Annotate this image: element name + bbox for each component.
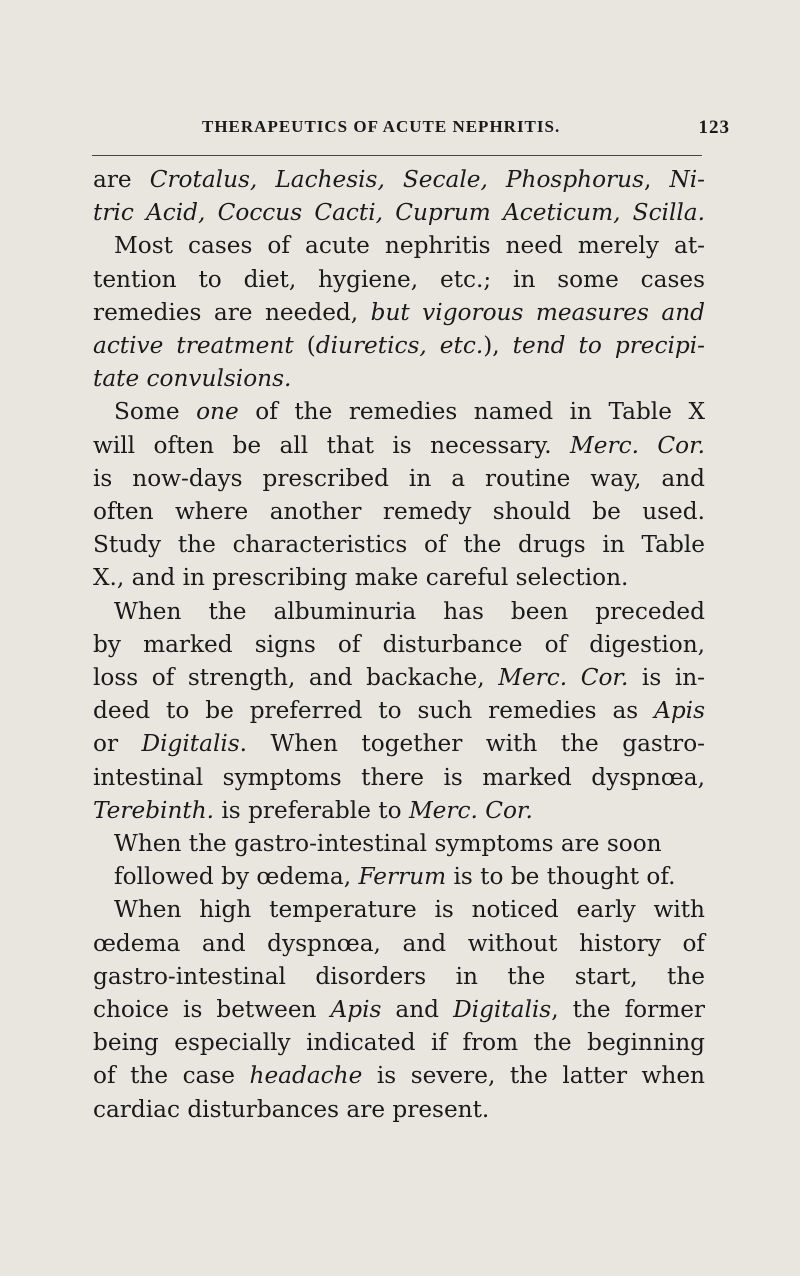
text-run: deed to be preferred to such remedies as [93, 697, 655, 725]
text-line [93, 229, 705, 262]
text-line [93, 727, 705, 760]
text-line [93, 927, 705, 960]
text-run: choice is between [93, 996, 331, 1024]
italic-text: Digitalis [453, 996, 552, 1024]
text-line [93, 1093, 705, 1126]
text-run: often where another remedy should be used. [93, 498, 705, 526]
text-line [93, 163, 705, 196]
text-run: remedies are needed, [93, 298, 371, 326]
text-run: Some [114, 398, 197, 426]
text-line [93, 794, 705, 827]
text-line [93, 395, 705, 428]
italic-text: Merc. Cor. [570, 431, 705, 459]
text-run: When the albuminuria has been preceded [114, 597, 705, 625]
italic-text: tend to precipi- [512, 332, 705, 360]
text-run: , [643, 166, 670, 193]
text-run: followed by œdema, [114, 863, 359, 891]
text-run: Study the characteristics of the drugs in Table [93, 531, 705, 559]
italic-text: Ferrum [358, 863, 447, 891]
text-line [93, 462, 705, 495]
text-line [93, 561, 705, 594]
text-line [93, 595, 705, 628]
text-line [93, 893, 705, 926]
header-rule [92, 155, 702, 156]
running-header [90, 117, 730, 141]
text-run: being especially indicated if from the beginning [93, 1029, 705, 1057]
italic-text: Apis [330, 996, 382, 1024]
italic-text: Merc. Cor. [498, 664, 629, 692]
text-run: tention to diet, hygiene, etc.; in some cases [93, 265, 705, 293]
italic-text: but vigorous measures and [370, 298, 705, 326]
text-run: . When together with the gastro- [239, 730, 705, 758]
italic-text: Digitalis [141, 730, 240, 758]
text-run: is now-days prescribed in a routine way, and [93, 464, 705, 492]
text-line [93, 694, 705, 727]
italic-text: tric Acid, Coccus Cacti, Cuprum Aceticum, Scilla. [93, 199, 705, 227]
text-line [93, 628, 705, 661]
text-run: X., and in prescribing make careful selection. [93, 564, 629, 592]
italic-text: Terebinth. [93, 796, 215, 824]
italic-text: one [196, 398, 239, 426]
text-run: or [93, 730, 142, 758]
body-text [93, 163, 705, 1126]
text-line [93, 429, 705, 462]
italic-text: headache [249, 1062, 363, 1090]
text-line [93, 495, 705, 528]
page-number: 123 [698, 117, 730, 138]
text-run: is to be thought of. [446, 863, 676, 891]
text-line [93, 196, 705, 229]
text-run: is preferable to [214, 796, 409, 824]
text-line [93, 1026, 705, 1059]
text-run: Most cases of acute nephritis need merely at- [114, 232, 705, 260]
text-line [93, 761, 705, 794]
text-line [93, 296, 705, 329]
text-run: intestinal symptoms there is marked dyspnœa, [93, 763, 705, 791]
text-run: gastro-intestinal disorders in the start, the [93, 962, 705, 990]
text-run: When the gastro-intestinal symptoms are soon [114, 830, 662, 858]
text-line [93, 528, 705, 561]
text-line [93, 661, 705, 694]
text-run: is severe, the latter when [362, 1062, 705, 1090]
text-run: are [93, 166, 150, 193]
text-run: When high temperature is noticed early with [114, 896, 705, 924]
text-run: and [381, 996, 454, 1024]
italic-text: Crotalus, Lachesis, Secale, Phosphorus [149, 166, 644, 193]
text-line [93, 362, 705, 395]
italic-text: Apis [654, 697, 705, 725]
italic-text: active treatment [93, 332, 307, 360]
text-run: of the remedies named in Table X [238, 398, 705, 426]
text-run: cardiac disturbances are present. [93, 1095, 490, 1123]
header-title: THERAPEUTICS OF ACUTE NEPHRITIS. [202, 117, 561, 136]
text-run: œdema and dyspnœa, and without history of [93, 929, 705, 957]
italic-text: Merc. Cor. [408, 796, 533, 824]
text-run: is in- [628, 664, 705, 692]
text-run: , the former [551, 996, 706, 1024]
text-run: of the case [93, 1062, 250, 1090]
text-line [93, 1059, 705, 1092]
text-line [93, 263, 705, 296]
text-line [93, 960, 705, 993]
italic-text: diuretics, etc. [315, 332, 484, 360]
text-run: ), [483, 332, 513, 360]
text-run: ( [306, 332, 316, 360]
italic-text: tate convulsions. [93, 365, 292, 393]
text-line [93, 860, 705, 893]
text-run: loss of strength, and backache, [93, 664, 499, 692]
italic-text: Ni- [669, 166, 705, 193]
text-run: by marked signs of disturbance of digestion, [93, 630, 705, 658]
text-line [93, 993, 705, 1026]
text-run: will often be all that is necessary. [93, 431, 571, 459]
text-line [93, 329, 705, 362]
text-line [93, 827, 705, 860]
